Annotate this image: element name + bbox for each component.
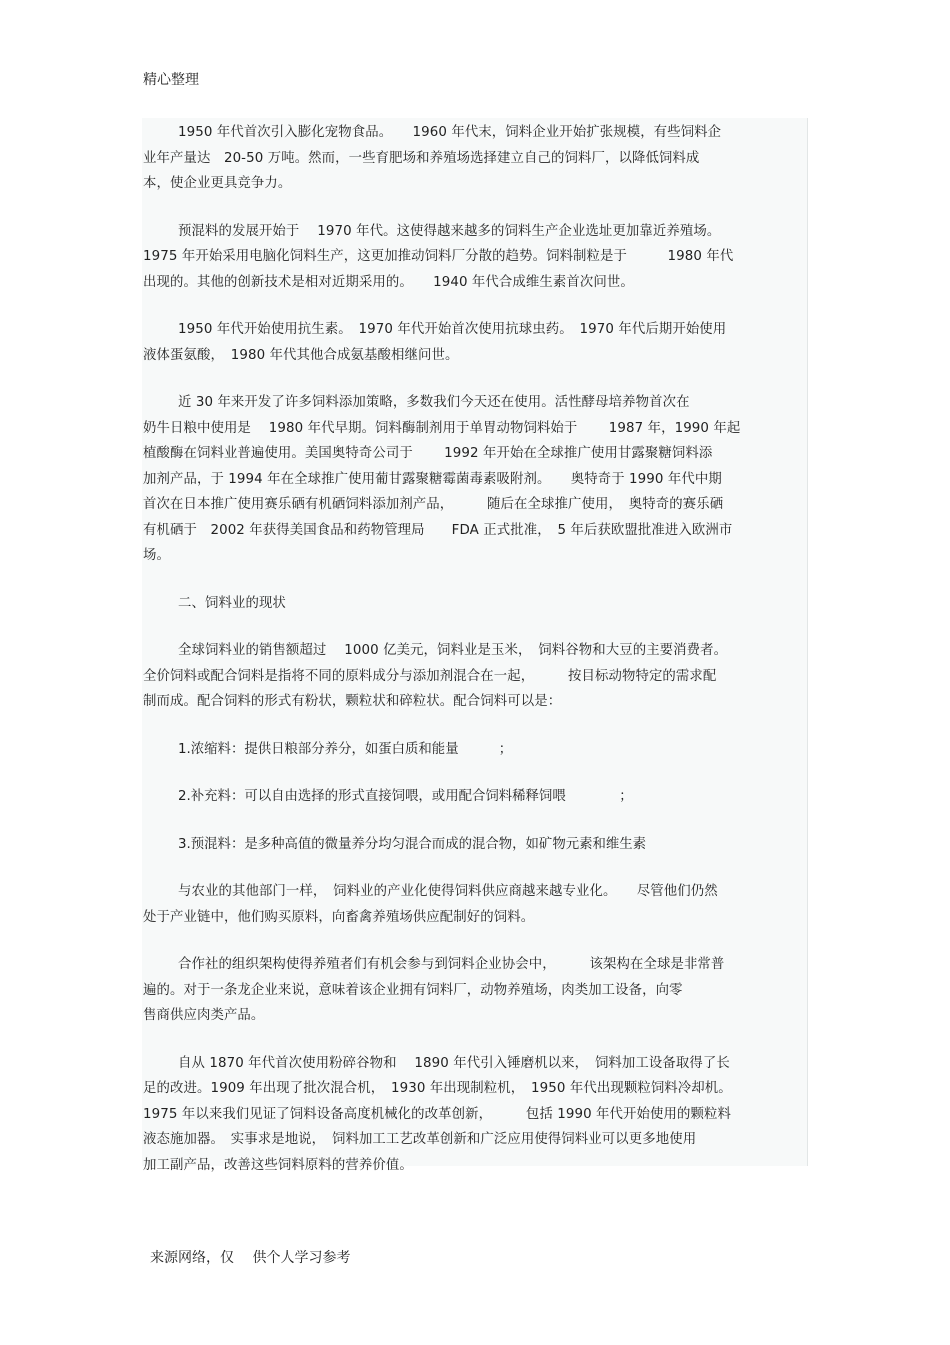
page-footer: 来源网络，仅 供个人学习参考 [150, 1250, 351, 1266]
section-heading [143, 591, 805, 617]
list-item-concentrate: 1.浓缩料：提供日粮部分养分，如蛋白质和能量 ； [178, 741, 513, 757]
paragraph-line: 场。 [143, 548, 170, 563]
paragraph-line: 1950 年代首次引入膨化宠物食品。 1960 年代末，饲料企业开始扩张规模，有些饲料企 [178, 125, 722, 140]
paragraph-line: 与农业的其他部门一样， 饲料业的产业化使得饲料供应商越来越专业化。 尽管他们仍然 [178, 884, 718, 899]
page-header: 精心整理 [143, 72, 199, 88]
paragraph-line: 1975 年以来我们见证了饲料设备高度机械化的改革创新， 包括 1990 年代开始使用的颗粒料 [143, 1106, 731, 1122]
paragraph-line: 合作社的组织架构使得养殖者们有机会参与到饲料企业协会中， 该架构在全球是非常普 [178, 957, 725, 972]
paragraph-line: 全价饲料或配合饲料是指将不同的原料成分与添加剂混合在一起， 按目标动物特定的需求配 [143, 668, 717, 684]
paragraph-line: 本，使企业更具竞争力。 [143, 176, 292, 191]
list-item-premix: 3.预混料：是多种高值的微量养分均匀混合而成的混合物，如矿物元素和维生素 [178, 836, 647, 852]
paragraph-line: 业年产量达 20-50 万吨。然而，一些育肥场和养殖场选择建立自己的饲料厂，以降低饲料成 [143, 150, 700, 166]
paragraph [143, 120, 805, 197]
paragraph [143, 317, 805, 368]
paragraph-line: 液体蛋氨酸， 1980 年代其他合成氨基酸相继问世。 [143, 347, 459, 363]
paragraph [143, 952, 805, 1029]
paragraph-line: 1950 年代开始使用抗生素。 1970 年代开始首次使用抗球虫药。 1970 年代后期开始使用 [178, 322, 727, 337]
paragraph-line: 加剂产品，于 1994 年在全球推广使用葡甘露聚糖霉菌毒素吸附剂。 奥特奇于 1990 年代中期 [143, 471, 722, 487]
paragraph-line: 1975 年开始采用电脑化饲料生产，这更加推动饲料厂分散的趋势。饲料制粒是于 1980 年代 [143, 249, 734, 264]
paragraph [143, 638, 805, 715]
paragraph-line: 近 30 年来开发了许多饲料添加策略，多数我们今天还在使用。活性酵母培养物首次在 [178, 395, 690, 410]
paragraph-line: 自从 1870 年代首次使用粉碎谷物和 1890 年代引入锤磨机以来， 饲料加工设备取得了长 [178, 1055, 730, 1071]
section-heading-text: 二、饲料业的现状 [178, 595, 286, 611]
paragraph-line: 首次在日本推广使用赛乐硒有机硒饲料添加剂产品， 随后在全球推广使用， 奥特奇的赛乐硒 [143, 497, 724, 512]
paragraph [143, 390, 805, 569]
paragraph-line: 有机硒于 2002 年获得美国食品和药物管理局 FDA 正式批准， 5 年后获欧盟批准进入欧洲市 [143, 522, 733, 538]
paragraph-line: 出现的。其他的创新技术是相对近期采用的。 1940 年代合成维生素首次问世。 [143, 274, 634, 290]
paragraph-line: 售商供应肉类产品。 [143, 1008, 265, 1023]
paragraph-line: 足的改进。1909 年出现了批次混合机， 1930 年出现制粒机， 1950 年代出现颗粒饲料冷却机。 [143, 1081, 732, 1096]
paragraph-line: 奶牛日粮中使用是 1980 年代早期。饲料酶制剂用于单胃动物饲料始于 1987 年，1990 年起 [143, 420, 741, 436]
paragraph-line: 植酸酶在饲料业普遍使用。美国奥特奇公司于 1992 年开始在全球推广使用甘露聚糖饲料添 [143, 446, 713, 461]
paragraph-line: 液态施加器。 实事求是地说， 饲料加工工艺改革创新和广泛应用使得饲料业可以更多地使用 [143, 1132, 697, 1147]
paragraph [143, 219, 805, 296]
article-body [143, 118, 805, 1200]
paragraph [143, 879, 805, 930]
paragraph-line: 全球饲料业的销售额超过 1000 亿美元，饲料业是玉米， 饲料谷物和大豆的主要消费者。 [178, 643, 728, 658]
paragraph-line: 加工副产品，改善这些饲料原料的营养价值。 [143, 1157, 413, 1173]
paragraph-line: 制而成。配合饲料的形式有粉状，颗粒状和碎粒状。配合饲料可以是： [143, 694, 562, 709]
paragraph-line: 预混料的发展开始于 1970 年代。这使得越来越多的饲料生产企业选址更加靠近养殖场。 [178, 223, 721, 239]
list-item-supplement: 2.补充料：可以自由选择的形式直接饲喂，或用配合饲料稀释饲喂 ； [178, 789, 633, 804]
paragraph [143, 1051, 805, 1179]
paragraph-line: 遍的。对于一条龙企业来说，意味着该企业拥有饲料厂，动物养殖场，肉类加工设备，向零 [143, 982, 683, 998]
paragraph-line: 处于产业链中，他们购买原料，向畜禽养殖场供应配制好的饲料。 [143, 909, 535, 925]
